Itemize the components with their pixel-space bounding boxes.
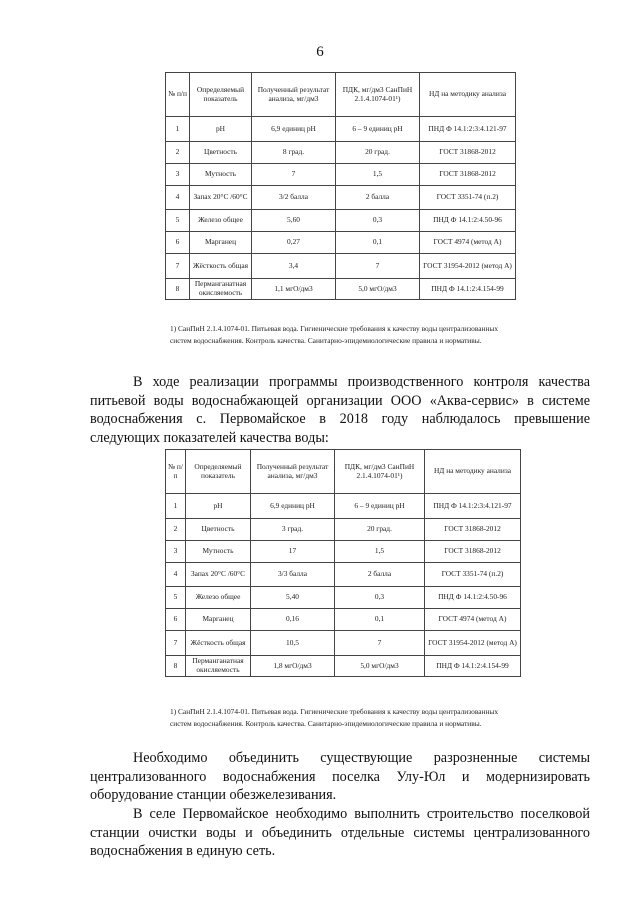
table-cell: Запах 20°С /60°С [190, 186, 252, 210]
table-cell: 6 [166, 232, 190, 254]
table-row [166, 541, 521, 563]
table-cell: 17 [251, 541, 335, 563]
table-cell: 7 [166, 254, 190, 279]
table-row [166, 232, 516, 254]
table-row [166, 210, 516, 232]
table-header-row [166, 73, 516, 117]
table-cell: ГОСТ 3351-74 (п.2) [420, 186, 516, 210]
table-cell: ГОСТ 31868-2012 [420, 164, 516, 186]
table-row [166, 609, 521, 631]
table-cell: 5 [166, 587, 186, 609]
column-header: НД на методику анализа [425, 450, 521, 494]
table-cell: 3 [166, 164, 190, 186]
table-cell: 8 [166, 279, 190, 300]
table-cell: Жёсткость общая [190, 254, 252, 279]
table-row [166, 563, 521, 587]
table-row [166, 142, 516, 164]
table-row [166, 519, 521, 541]
table-row [166, 494, 521, 519]
table-cell: 5,40 [251, 587, 335, 609]
table-row [166, 656, 521, 677]
table-cell: 3/2 балла [252, 186, 336, 210]
paragraph-ulu-yul: Необходимо объединить существующие разрозненные системы централизованного водоснабжения поселка Улу-Юл и модернизировать оборудование станции обезжелезивания. [90, 750, 590, 803]
table-cell: 7 [166, 631, 186, 656]
table-cell: ПНД Ф 14.1:2:4.50-96 [425, 587, 521, 609]
table-row [166, 631, 521, 656]
table-cell: ПНД Ф 14.1:2:3:4.121-97 [420, 117, 516, 142]
table-row [166, 587, 521, 609]
column-header: ПДК, мг/дм3 СанПиН 2.1.4.1074-01¹) [335, 450, 425, 494]
table-cell: 7 [335, 631, 425, 656]
table-cell: pH [190, 117, 252, 142]
table-cell: ГОСТ 31954-2012 (метод А) [425, 631, 521, 656]
table-cell: 2 балла [336, 186, 420, 210]
table-cell: Перманганатная окисляемость [190, 279, 252, 300]
table-cell: 0,1 [335, 609, 425, 631]
table-1-footnote: 1) СанПиН 2.1.4.1074-01. Питьевая вода. Гигиенические требования к качеству воды централизованных систем водоснабжения. Контроль качества. Санитарно-эпидемиологические правила и нормативы. [170, 324, 499, 345]
table-cell: ПНД Ф 14.1:2:3:4.121-97 [425, 494, 521, 519]
table-cell: 5 [166, 210, 190, 232]
table-row [166, 164, 516, 186]
table-row [166, 254, 516, 279]
table-cell: 5,60 [252, 210, 336, 232]
table-cell: 4 [166, 186, 190, 210]
table-cell: 4 [166, 563, 186, 587]
table-cell: 1 [166, 494, 186, 519]
table-cell: 2 [166, 519, 186, 541]
table-cell: Перманганатная окисляемость [186, 656, 251, 677]
table-row [166, 279, 516, 300]
table-cell: ПНД Ф 14.1:2:4.50-96 [420, 210, 516, 232]
table-cell: 1,8 мгО/дм3 [251, 656, 335, 677]
table-cell: 3,4 [252, 254, 336, 279]
column-header: Определяемый показатель [190, 73, 252, 117]
table-header-row [166, 450, 521, 494]
table-cell: pH [186, 494, 251, 519]
table-cell: 1 [166, 117, 190, 142]
table-cell: 6,9 единиц pH [251, 494, 335, 519]
table-cell: 0,16 [251, 609, 335, 631]
table-cell: 6 – 9 единиц pH [335, 494, 425, 519]
paragraph-pervomayskoe: В селе Первомайское необходимо выполнить строительство поселковой станции очистки воды и объединить отдельные системы централизованного водоснабжения в единую сеть. [90, 806, 590, 859]
table-cell: ПНД Ф 14.1:2:4.154-99 [420, 279, 516, 300]
table-cell: ПНД Ф 14.1:2:4.154-99 [425, 656, 521, 677]
table-cell: Цветность [186, 519, 251, 541]
table-cell: 6 [166, 609, 186, 631]
table-cell: 0,3 [335, 587, 425, 609]
table-cell: Марганец [186, 609, 251, 631]
table-2-footnote: 1) СанПиН 2.1.4.1074-01. Питьевая вода. Гигиенические требования к качеству воды централизованных систем водоснабжения. Контроль качества. Санитарно-эпидемиологические правила и нормативы. [170, 707, 499, 728]
table-cell: 2 [166, 142, 190, 164]
table-cell: 3 град. [251, 519, 335, 541]
table-cell: 8 [166, 656, 186, 677]
table-cell: Марганец [190, 232, 252, 254]
column-header: № п/п [166, 73, 190, 117]
table-cell: Жёсткость общая [186, 631, 251, 656]
table-cell: 0,1 [336, 232, 420, 254]
table-cell: 5,0 мгО/дм3 [336, 279, 420, 300]
table-cell: Цветность [190, 142, 252, 164]
table-cell: 20 град. [336, 142, 420, 164]
paragraph-exceedance-intro: В ходе реализации программы производственного контроля качества питьевой воды водоснабжающей организации ООО «Аква-сервис» в системе водоснабжения с. Первомайское в 2018 году наблюдалось превышение следующих показателей качества воды: [90, 374, 590, 446]
table-cell: ГОСТ 31868-2012 [425, 541, 521, 563]
table-cell: 10,5 [251, 631, 335, 656]
column-header: Полученный результат анализа, мг/дм3 [252, 73, 336, 117]
table-cell: ГОСТ 4974 (метод А) [420, 232, 516, 254]
table-cell: 2 балла [335, 563, 425, 587]
column-header: НД на методику анализа [420, 73, 516, 117]
table-cell: 8 град. [252, 142, 336, 164]
table-cell: 6,9 единиц pH [252, 117, 336, 142]
table-cell: 20 град. [335, 519, 425, 541]
table-cell: Мутность [186, 541, 251, 563]
table-cell: ГОСТ 31868-2012 [420, 142, 516, 164]
table-cell: ГОСТ 4974 (метод А) [425, 609, 521, 631]
table-cell: 7 [252, 164, 336, 186]
table-cell: Мутность [190, 164, 252, 186]
table-cell: 1,1 мгО/дм3 [252, 279, 336, 300]
table-cell: 6 – 9 единиц pH [336, 117, 420, 142]
table-cell: ГОСТ 31868-2012 [425, 519, 521, 541]
table-cell: 0,3 [336, 210, 420, 232]
water-quality-table-1 [165, 72, 516, 300]
table-row [166, 117, 516, 142]
page-number: 6 [316, 44, 324, 60]
table-cell: 7 [336, 254, 420, 279]
table-cell: 3/3 балла [251, 563, 335, 587]
table-cell: ГОСТ 3351-74 (п.2) [425, 563, 521, 587]
column-header: Определяемый показатель [186, 450, 251, 494]
table-cell: Железо общее [186, 587, 251, 609]
column-header: Полученный результат анализа, мг/дм3 [251, 450, 335, 494]
column-header: ПДК, мг/дм3 СанПиН 2.1.4.1074-01¹) [336, 73, 420, 117]
table-cell: 1,5 [335, 541, 425, 563]
table-cell: 5,0 мгО/дм3 [335, 656, 425, 677]
table-row [166, 186, 516, 210]
table-cell: Железо общее [190, 210, 252, 232]
table-cell: Запах 20°С /60°С [186, 563, 251, 587]
table-cell: 0,27 [252, 232, 336, 254]
table-cell: ГОСТ 31954-2012 (метод А) [420, 254, 516, 279]
table-cell: 3 [166, 541, 186, 563]
column-header: № п/п [166, 450, 186, 494]
water-quality-table-2 [165, 449, 521, 677]
table-cell: 1,5 [336, 164, 420, 186]
